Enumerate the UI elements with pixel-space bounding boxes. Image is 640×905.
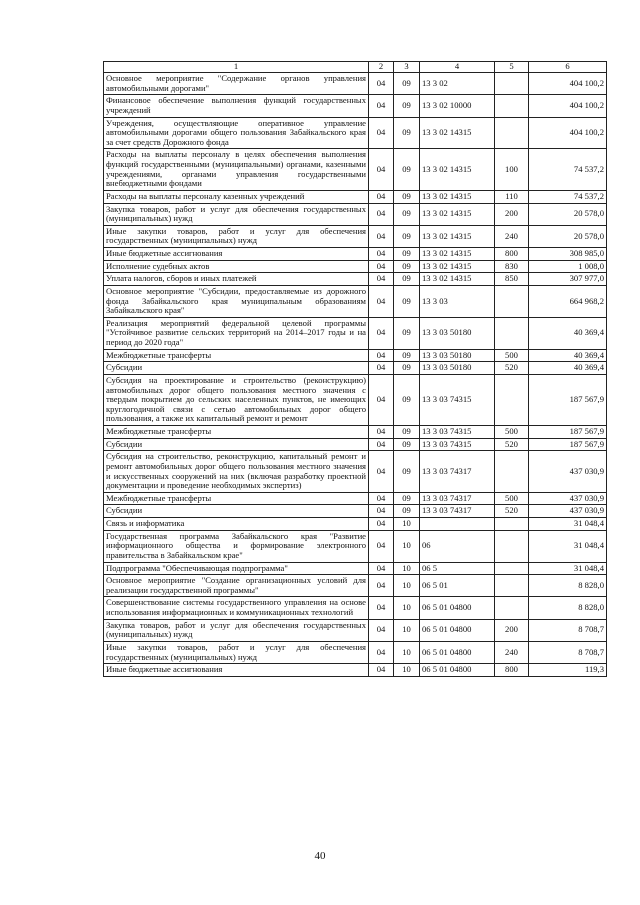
table-row — [104, 117, 607, 149]
row-amount: 187 567,9 — [529, 438, 607, 451]
row-expense-type: 200 — [495, 203, 529, 225]
row-section: 04 — [369, 530, 394, 562]
row-amount: 437 030,9 — [529, 492, 607, 505]
table-row — [104, 260, 607, 273]
row-target-article: 06 — [420, 530, 495, 562]
row-amount: 308 985,0 — [529, 248, 607, 261]
row-expense-type — [495, 597, 529, 619]
row-expense-type: 240 — [495, 641, 529, 663]
row-amount: 307 977,0 — [529, 273, 607, 286]
row-target-article: 06 5 01 04800 — [420, 664, 495, 677]
row-subsection: 09 — [394, 349, 420, 362]
row-amount: 404 100,2 — [529, 95, 607, 117]
row-name: Субсидии — [104, 438, 369, 451]
row-subsection: 10 — [394, 664, 420, 677]
table-row — [104, 518, 607, 531]
row-section: 04 — [369, 451, 394, 493]
row-section: 04 — [369, 562, 394, 575]
row-target-article — [420, 518, 495, 531]
row-section: 04 — [369, 285, 394, 317]
row-expense-type — [495, 285, 529, 317]
table-row — [104, 619, 607, 641]
row-subsection: 09 — [394, 273, 420, 286]
row-target-article: 13 3 02 14315 — [420, 225, 495, 247]
row-amount: 437 030,9 — [529, 451, 607, 493]
row-subsection: 10 — [394, 518, 420, 531]
row-target-article: 13 3 03 74315 — [420, 374, 495, 425]
row-section: 04 — [369, 641, 394, 663]
row-expense-type: 800 — [495, 664, 529, 677]
row-expense-type: 520 — [495, 438, 529, 451]
row-amount: 31 048,4 — [529, 562, 607, 575]
row-amount: 20 578,0 — [529, 225, 607, 247]
table-row — [104, 562, 607, 575]
row-section: 04 — [369, 374, 394, 425]
table-row — [104, 190, 607, 203]
row-name: Межбюджетные трансферты — [104, 492, 369, 505]
table-row — [104, 597, 607, 619]
row-section: 04 — [369, 438, 394, 451]
table-row — [104, 248, 607, 261]
row-name: Иные бюджетные ассигнования — [104, 664, 369, 677]
row-name: Уплата налогов, сборов и иных платежей — [104, 273, 369, 286]
row-target-article: 06 5 — [420, 562, 495, 575]
row-expense-type: 500 — [495, 492, 529, 505]
row-name: Субсидии — [104, 362, 369, 375]
row-amount: 74 537,2 — [529, 149, 607, 191]
table-row — [104, 349, 607, 362]
row-subsection: 09 — [394, 260, 420, 273]
row-expense-type — [495, 374, 529, 425]
row-section: 04 — [369, 203, 394, 225]
row-subsection: 09 — [394, 225, 420, 247]
row-amount: 8 708,7 — [529, 619, 607, 641]
page-number: 40 — [314, 850, 326, 862]
row-subsection: 10 — [394, 575, 420, 597]
row-name: Иные закупки товаров, работ и услуг для обеспечения государственных (муниципальных) нужд — [104, 225, 369, 247]
row-section: 04 — [369, 505, 394, 518]
table-row — [104, 203, 607, 225]
row-amount: 20 578,0 — [529, 203, 607, 225]
row-expense-type: 800 — [495, 248, 529, 261]
row-expense-type: 110 — [495, 190, 529, 203]
table-body — [104, 73, 607, 677]
row-name: Субсидии — [104, 505, 369, 518]
row-amount: 187 567,9 — [529, 374, 607, 425]
row-expense-type — [495, 562, 529, 575]
row-expense-type — [495, 317, 529, 349]
row-expense-type: 830 — [495, 260, 529, 273]
table-row — [104, 73, 607, 95]
row-subsection: 09 — [394, 492, 420, 505]
row-target-article: 13 3 02 14315 — [420, 190, 495, 203]
row-name: Субсидия на строительство, реконструкцию, капитальный ремонт и ремонт автомобильных дорог общего пользования местного значения и искусственных сооружений на них (включая разработку проектной документации и проведение необходимых экспертиз) — [104, 451, 369, 493]
row-amount: 8 828,0 — [529, 597, 607, 619]
row-expense-type — [495, 451, 529, 493]
row-target-article: 13 3 02 14315 — [420, 273, 495, 286]
row-target-article: 13 3 03 50180 — [420, 349, 495, 362]
row-subsection: 09 — [394, 248, 420, 261]
row-section: 04 — [369, 248, 394, 261]
row-name: Реализация мероприятий федеральной целевой программы "Устойчивое развитие сельских территорий на 2014–2017 годы и на период до 2020 года" — [104, 317, 369, 349]
table-row — [104, 641, 607, 663]
row-section: 04 — [369, 664, 394, 677]
row-amount: 187 567,9 — [529, 426, 607, 439]
row-target-article: 13 3 02 — [420, 73, 495, 95]
row-section: 04 — [369, 518, 394, 531]
row-expense-type — [495, 73, 529, 95]
row-target-article: 13 3 03 50180 — [420, 317, 495, 349]
row-name: Расходы на выплаты персоналу казенных учреждений — [104, 190, 369, 203]
row-expense-type — [495, 530, 529, 562]
row-expense-type: 520 — [495, 505, 529, 518]
table-row — [104, 492, 607, 505]
row-section: 04 — [369, 362, 394, 375]
row-section: 04 — [369, 225, 394, 247]
row-target-article: 13 3 03 50180 — [420, 362, 495, 375]
row-section: 04 — [369, 492, 394, 505]
row-expense-type — [495, 117, 529, 149]
row-section: 04 — [369, 273, 394, 286]
row-expense-type: 500 — [495, 426, 529, 439]
row-subsection: 09 — [394, 190, 420, 203]
header-col-2: 2 — [369, 62, 394, 73]
table-row — [104, 505, 607, 518]
row-expense-type — [495, 95, 529, 117]
row-subsection: 09 — [394, 362, 420, 375]
row-name: Учреждения, осуществляющие оперативное управление автомобильными дорогами общего пользования Забайкальского края за счет средств Дорожного фонда — [104, 117, 369, 149]
row-amount: 404 100,2 — [529, 117, 607, 149]
header-col-6: 6 — [529, 62, 607, 73]
header-row — [104, 62, 607, 73]
row-section: 04 — [369, 149, 394, 191]
row-name: Финансовое обеспечение выполнения функций государственных учреждений — [104, 95, 369, 117]
row-expense-type — [495, 518, 529, 531]
row-subsection: 10 — [394, 597, 420, 619]
row-target-article: 13 3 02 10000 — [420, 95, 495, 117]
row-expense-type: 100 — [495, 149, 529, 191]
table-row — [104, 438, 607, 451]
row-subsection: 09 — [394, 438, 420, 451]
row-amount: 437 030,9 — [529, 505, 607, 518]
table-row — [104, 95, 607, 117]
row-name: Иные бюджетные ассигнования — [104, 248, 369, 261]
row-target-article: 13 3 02 14315 — [420, 149, 495, 191]
row-target-article: 06 5 01 04800 — [420, 619, 495, 641]
table-row — [104, 374, 607, 425]
budget-table — [103, 61, 607, 677]
row-name: Основное мероприятие "Создание организационных условий для реализации государственной программы" — [104, 575, 369, 597]
row-subsection: 09 — [394, 149, 420, 191]
row-target-article: 13 3 03 74317 — [420, 492, 495, 505]
row-subsection: 10 — [394, 641, 420, 663]
row-section: 04 — [369, 597, 394, 619]
row-target-article: 13 3 02 14315 — [420, 203, 495, 225]
header-col-5: 5 — [495, 62, 529, 73]
header-col-3: 3 — [394, 62, 420, 73]
table-row — [104, 575, 607, 597]
row-target-article: 13 3 02 14315 — [420, 260, 495, 273]
row-amount: 40 369,4 — [529, 349, 607, 362]
table-row — [104, 664, 607, 677]
row-section: 04 — [369, 426, 394, 439]
row-amount: 8 708,7 — [529, 641, 607, 663]
row-subsection: 09 — [394, 95, 420, 117]
row-name: Межбюджетные трансферты — [104, 426, 369, 439]
row-subsection: 09 — [394, 203, 420, 225]
row-amount: 31 048,4 — [529, 518, 607, 531]
row-section: 04 — [369, 619, 394, 641]
row-section: 04 — [369, 117, 394, 149]
row-amount: 404 100,2 — [529, 73, 607, 95]
row-target-article: 13 3 03 74315 — [420, 438, 495, 451]
row-subsection: 09 — [394, 117, 420, 149]
row-target-article: 13 3 03 74317 — [420, 505, 495, 518]
table-row — [104, 273, 607, 286]
header-col-4: 4 — [420, 62, 495, 73]
row-target-article: 13 3 03 74317 — [420, 451, 495, 493]
row-subsection: 09 — [394, 73, 420, 95]
row-subsection: 10 — [394, 530, 420, 562]
row-expense-type: 240 — [495, 225, 529, 247]
table-row — [104, 149, 607, 191]
row-subsection: 10 — [394, 619, 420, 641]
row-section: 04 — [369, 73, 394, 95]
row-section: 04 — [369, 317, 394, 349]
row-subsection: 09 — [394, 285, 420, 317]
row-subsection: 09 — [394, 451, 420, 493]
row-name: Межбюджетные трансферты — [104, 349, 369, 362]
row-section: 04 — [369, 190, 394, 203]
row-expense-type: 850 — [495, 273, 529, 286]
row-amount: 8 828,0 — [529, 575, 607, 597]
row-target-article: 13 3 02 14315 — [420, 248, 495, 261]
row-name: Иные закупки товаров, работ и услуг для обеспечения государственных (муниципальных) нужд — [104, 641, 369, 663]
row-subsection: 09 — [394, 374, 420, 425]
row-name: Подпрограмма "Обеспечивающая подпрограмма" — [104, 562, 369, 575]
row-expense-type: 520 — [495, 362, 529, 375]
row-subsection: 09 — [394, 426, 420, 439]
row-name: Расходы на выплаты персоналу в целях обеспечения выполнения функций государственными (муниципальными) органами, казенными учреждениями, органами управления государственными внебюджетными фондами — [104, 149, 369, 191]
row-target-article: 06 5 01 04800 — [420, 597, 495, 619]
table-row — [104, 285, 607, 317]
row-target-article: 06 5 01 04800 — [420, 641, 495, 663]
row-amount: 74 537,2 — [529, 190, 607, 203]
row-name: Совершенствование системы государственного управления на основе использования информационных и коммуникационных технологий — [104, 597, 369, 619]
row-subsection: 09 — [394, 317, 420, 349]
table-row — [104, 362, 607, 375]
table-row — [104, 317, 607, 349]
row-expense-type — [495, 575, 529, 597]
row-name: Основное мероприятие "Субсидии, предоставляемые из дорожного фонда Забайкальского края муниципальным образованиям Забайкальского края" — [104, 285, 369, 317]
row-expense-type: 200 — [495, 619, 529, 641]
row-amount: 119,3 — [529, 664, 607, 677]
row-name: Исполнение судебных актов — [104, 260, 369, 273]
table-row — [104, 225, 607, 247]
row-name: Связь и информатика — [104, 518, 369, 531]
row-name: Закупка товаров, работ и услуг для обеспечения государственных (муниципальных) нужд — [104, 619, 369, 641]
row-amount: 664 968,2 — [529, 285, 607, 317]
row-name: Закупка товаров, работ и услуг для обеспечения государственных (муниципальных) нужд — [104, 203, 369, 225]
row-target-article: 13 3 02 14315 — [420, 117, 495, 149]
row-section: 04 — [369, 95, 394, 117]
row-target-article: 13 3 03 — [420, 285, 495, 317]
row-amount: 40 369,4 — [529, 362, 607, 375]
row-subsection: 10 — [394, 562, 420, 575]
row-name: Основное мероприятие "Содержание органов управления автомобильными дорогами" — [104, 73, 369, 95]
row-amount: 1 008,0 — [529, 260, 607, 273]
row-amount: 40 369,4 — [529, 317, 607, 349]
row-expense-type: 500 — [495, 349, 529, 362]
row-name: Субсидия на проектирование и строительство (реконструкцию) автомобильных дорог общего пользования местного значения с твердым покрытием до сельских населенных пунктов, не имеющих круглогодичной связи с сетью автомобильных дорог общего пользования, а также их капитальный ремонт и ремонт — [104, 374, 369, 425]
row-subsection: 09 — [394, 505, 420, 518]
row-section: 04 — [369, 260, 394, 273]
row-name: Государственная программа Забайкальского края "Развитие информационного общества и формирование электронного правительства в Забайкальском крае" — [104, 530, 369, 562]
table-row — [104, 451, 607, 493]
row-amount: 31 048,4 — [529, 530, 607, 562]
table-row — [104, 426, 607, 439]
header-col-1: 1 — [104, 62, 369, 73]
row-section: 04 — [369, 575, 394, 597]
row-target-article: 06 5 01 — [420, 575, 495, 597]
row-section: 04 — [369, 349, 394, 362]
row-target-article: 13 3 03 74315 — [420, 426, 495, 439]
table-row — [104, 530, 607, 562]
